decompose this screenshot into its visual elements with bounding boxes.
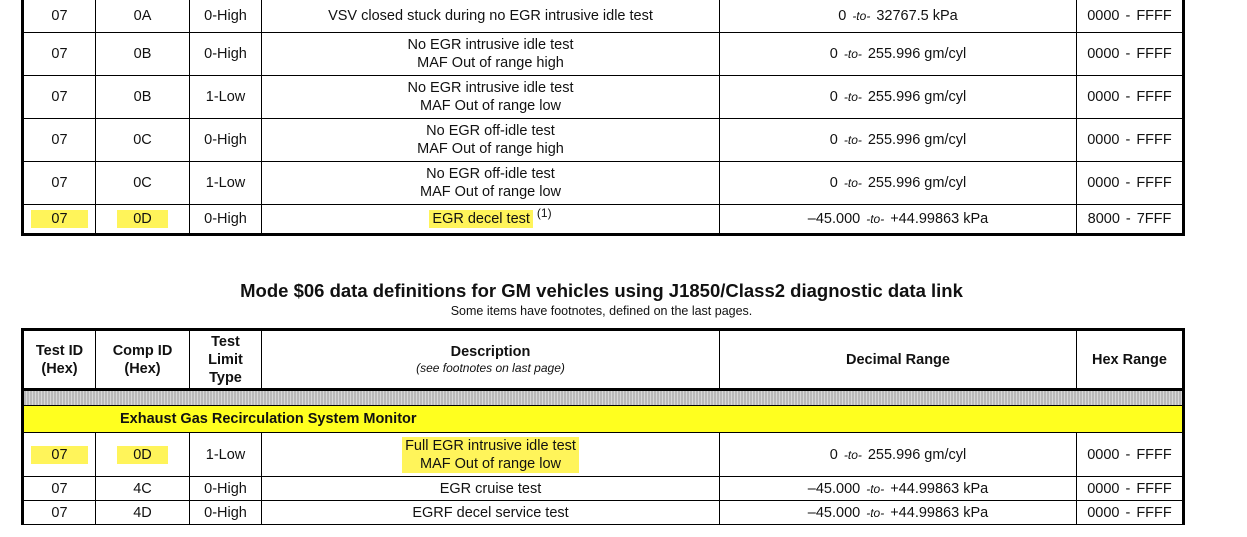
test-id-cell bbox=[23, 501, 96, 525]
range-low: 0 bbox=[829, 132, 838, 148]
header-test-id-line1: Test ID bbox=[35, 342, 84, 359]
range-to: -to- bbox=[866, 481, 885, 496]
table-row bbox=[23, 76, 1184, 119]
hex-high: 7FFF bbox=[1136, 211, 1172, 227]
comp-id-cell bbox=[96, 477, 190, 501]
description-text bbox=[407, 80, 573, 114]
description-line: MAF Out of range high bbox=[417, 55, 564, 71]
range-to: -to- bbox=[843, 447, 862, 462]
table-row bbox=[23, 119, 1184, 162]
comp-id-text: 0D bbox=[117, 446, 168, 464]
description-line: MAF Out of range low bbox=[419, 184, 562, 200]
hex-dash: - bbox=[1125, 7, 1131, 24]
page-subtitle: Some items have footnotes, defined on the last pages. bbox=[450, 304, 753, 318]
limit-type-text: 0-High bbox=[204, 132, 247, 148]
limit-type-text: 0-High bbox=[204, 211, 247, 227]
description-line: EGRF decel service test bbox=[412, 504, 569, 521]
test-id-text: 07 bbox=[51, 175, 68, 191]
comp-id-text: 4C bbox=[133, 480, 152, 497]
limit-type-cell bbox=[190, 501, 262, 525]
test-id-text: 07 bbox=[51, 89, 68, 105]
top-table-body bbox=[23, 0, 1184, 235]
hex-low: 0000 bbox=[1087, 504, 1120, 521]
limit-type-text: 0-High bbox=[204, 480, 247, 497]
test-id-cell bbox=[23, 76, 96, 119]
limit-type-text: 1-Low bbox=[205, 446, 246, 463]
hex-low: 0000 bbox=[1087, 89, 1120, 105]
comp-id-text: 0C bbox=[133, 175, 152, 191]
limit-type-cell bbox=[190, 119, 262, 162]
range-low: 0 bbox=[829, 89, 838, 105]
range-high: +44.99863 kPa bbox=[890, 504, 989, 521]
header-hex-range: Hex Range bbox=[1077, 330, 1184, 390]
range-low: 0 bbox=[829, 175, 838, 191]
header-decimal-range: Decimal Range bbox=[720, 330, 1077, 390]
shaded-separator bbox=[23, 390, 1184, 406]
header-test-id bbox=[23, 330, 96, 390]
header-limit-line1: Test bbox=[211, 333, 240, 350]
top-table bbox=[21, 0, 1185, 236]
hex-low: 0000 bbox=[1087, 7, 1120, 24]
description-cell bbox=[262, 501, 720, 525]
range-high: +44.99863 kPa bbox=[890, 480, 989, 497]
hex-high: FFFF bbox=[1136, 132, 1172, 148]
range-high: 255.996 gm/cyl bbox=[867, 446, 967, 463]
hex-low: 0000 bbox=[1087, 132, 1120, 148]
header-row bbox=[23, 330, 1184, 390]
range-high: 255.996 gm/cyl bbox=[867, 46, 967, 62]
description-line: EGR decel test bbox=[432, 211, 530, 227]
range-high: +44.99863 kPa bbox=[890, 211, 989, 227]
comp-id-cell bbox=[96, 0, 190, 33]
description-cell bbox=[262, 119, 720, 162]
test-id-cell bbox=[23, 119, 96, 162]
comp-id-cell bbox=[96, 205, 190, 235]
hex-dash: - bbox=[1125, 211, 1131, 227]
hex-dash: - bbox=[1125, 504, 1131, 521]
range-low: 0 bbox=[838, 7, 847, 24]
hex-low: 0000 bbox=[1087, 46, 1120, 62]
range-high: 32767.5 kPa bbox=[876, 7, 958, 24]
test-id-text: 07 bbox=[51, 46, 68, 62]
range-low: –45.000 bbox=[807, 480, 861, 497]
table-row bbox=[23, 162, 1184, 205]
description-text bbox=[402, 437, 579, 473]
decimal-range-cell bbox=[720, 477, 1077, 501]
test-id-text: 07 bbox=[51, 504, 68, 521]
hex-dash: - bbox=[1125, 175, 1131, 191]
comp-id-cell bbox=[96, 119, 190, 162]
decimal-range-cell bbox=[720, 76, 1077, 119]
test-id-text: 07 bbox=[31, 210, 87, 228]
description-cell bbox=[262, 205, 720, 235]
range-low: 0 bbox=[829, 46, 838, 62]
description-text bbox=[420, 166, 561, 200]
hex-high: FFFF bbox=[1136, 480, 1172, 497]
hex-range-cell bbox=[1077, 0, 1184, 33]
description-text bbox=[440, 481, 542, 497]
test-id-cell bbox=[23, 33, 96, 76]
hex-low: 0000 bbox=[1087, 480, 1120, 497]
comp-id-text: 0B bbox=[133, 46, 152, 62]
range-to: -to- bbox=[866, 505, 885, 520]
limit-type-cell bbox=[190, 0, 262, 33]
range-to: -to- bbox=[843, 176, 862, 190]
range-to: -to- bbox=[866, 212, 885, 226]
header-comp-id bbox=[96, 330, 190, 390]
footnote-ref: (1) bbox=[536, 206, 552, 221]
decimal-range-cell bbox=[720, 501, 1077, 525]
comp-id-cell bbox=[96, 501, 190, 525]
header-test-id-line2: (Hex) bbox=[41, 360, 78, 377]
description-cell bbox=[262, 477, 720, 501]
table-row bbox=[23, 0, 1184, 33]
test-id-cell bbox=[23, 433, 96, 477]
header-limit-type bbox=[190, 330, 262, 390]
hex-range-cell bbox=[1077, 162, 1184, 205]
test-id-cell bbox=[23, 477, 96, 501]
section-title: Exhaust Gas Recirculation System Monitor bbox=[23, 406, 1184, 433]
description-line: MAF Out of range low bbox=[419, 455, 562, 472]
description-text bbox=[328, 8, 653, 24]
range-to: -to- bbox=[843, 90, 862, 104]
range-high: 255.996 gm/cyl bbox=[867, 175, 967, 191]
description-cell bbox=[262, 76, 720, 119]
header-description bbox=[262, 330, 720, 390]
range-high: 255.996 gm/cyl bbox=[867, 89, 967, 105]
header-comp-id-line2: (Hex) bbox=[124, 360, 161, 377]
comp-id-text: 0A bbox=[133, 7, 152, 24]
description-line: No EGR off-idle test bbox=[426, 166, 555, 182]
comp-id-text: 0B bbox=[133, 89, 152, 105]
range-to: -to- bbox=[843, 133, 862, 147]
range-low: –45.000 bbox=[807, 504, 861, 521]
limit-type-text: 1-Low bbox=[205, 89, 246, 105]
hex-range-cell bbox=[1077, 119, 1184, 162]
table-row bbox=[23, 501, 1184, 525]
hex-range-cell bbox=[1077, 76, 1184, 119]
hex-dash: - bbox=[1125, 446, 1131, 463]
hex-high: FFFF bbox=[1136, 89, 1172, 105]
limit-type-cell bbox=[190, 205, 262, 235]
comp-id-text: 0C bbox=[133, 132, 152, 148]
hex-low: 8000 bbox=[1087, 211, 1120, 227]
hex-range-cell bbox=[1077, 501, 1184, 525]
section-row bbox=[23, 406, 1184, 433]
description-cell bbox=[262, 0, 720, 33]
limit-type-cell bbox=[190, 162, 262, 205]
range-low: 0 bbox=[829, 446, 838, 463]
comp-id-cell bbox=[96, 433, 190, 477]
limit-type-text: 0-High bbox=[204, 7, 247, 24]
hex-low: 0000 bbox=[1087, 175, 1120, 191]
hex-range-cell bbox=[1077, 33, 1184, 76]
hex-high: FFFF bbox=[1136, 7, 1172, 24]
description-cell bbox=[262, 162, 720, 205]
hex-dash: - bbox=[1125, 132, 1131, 148]
test-id-cell bbox=[23, 205, 96, 235]
hex-high: FFFF bbox=[1136, 175, 1172, 191]
description-line: MAF Out of range high bbox=[417, 141, 564, 157]
bottom-table-body bbox=[23, 390, 1184, 525]
hex-range-cell bbox=[1077, 433, 1184, 477]
description-text bbox=[417, 123, 564, 157]
range-high: 255.996 gm/cyl bbox=[867, 132, 967, 148]
table-row bbox=[23, 433, 1184, 477]
comp-id-text: 4D bbox=[133, 504, 152, 521]
test-id-text: 07 bbox=[51, 480, 68, 497]
description-line: VSV closed stuck during no EGR intrusive idle test bbox=[328, 7, 653, 24]
test-id-text: 07 bbox=[51, 132, 68, 148]
range-to: -to- bbox=[852, 8, 871, 23]
range-to: -to- bbox=[843, 47, 862, 61]
limit-type-cell bbox=[190, 433, 262, 477]
description-cell bbox=[262, 33, 720, 76]
shaded-separator-row bbox=[23, 390, 1184, 406]
table-row bbox=[23, 205, 1184, 235]
hex-high: FFFF bbox=[1136, 46, 1172, 62]
description-text bbox=[412, 505, 568, 521]
decimal-range-cell bbox=[720, 0, 1077, 33]
decimal-range-cell bbox=[720, 162, 1077, 205]
comp-id-text: 0D bbox=[117, 210, 168, 228]
description-line: EGR cruise test bbox=[439, 480, 542, 497]
table-row bbox=[23, 33, 1184, 76]
decimal-range-cell bbox=[720, 33, 1077, 76]
test-id-cell bbox=[23, 162, 96, 205]
header-description-note: (see footnotes on last page) bbox=[416, 361, 565, 375]
limit-type-text: 1-Low bbox=[205, 175, 246, 191]
page-title: Mode $06 data definitions for GM vehicles using J1850/Class2 diagnostic data link bbox=[240, 280, 963, 301]
decimal-range-cell bbox=[720, 433, 1077, 477]
header-description-label: Description bbox=[450, 344, 531, 360]
test-id-text: 07 bbox=[51, 7, 68, 24]
bottom-table bbox=[21, 328, 1185, 525]
hex-dash: - bbox=[1125, 480, 1131, 497]
decimal-range-cell bbox=[720, 119, 1077, 162]
limit-type-cell bbox=[190, 477, 262, 501]
hex-dash: - bbox=[1125, 46, 1131, 62]
description-line: No EGR intrusive idle test bbox=[407, 80, 574, 96]
description-line: Full EGR intrusive idle test bbox=[405, 437, 576, 454]
hex-range-cell bbox=[1077, 477, 1184, 501]
comp-id-cell bbox=[96, 76, 190, 119]
hex-low: 0000 bbox=[1087, 446, 1120, 463]
description-line: No EGR off-idle test bbox=[426, 123, 555, 139]
decimal-range-cell bbox=[720, 205, 1077, 235]
description-cell bbox=[262, 433, 720, 477]
hex-high: FFFF bbox=[1136, 446, 1172, 463]
range-low: –45.000 bbox=[807, 211, 861, 227]
comp-id-cell bbox=[96, 162, 190, 205]
header-comp-id-line1: Comp ID bbox=[112, 342, 173, 359]
description-line: No EGR intrusive idle test bbox=[407, 37, 574, 53]
limit-type-text: 0-High bbox=[204, 46, 247, 62]
limit-type-text: 0-High bbox=[204, 504, 247, 521]
test-id-text: 07 bbox=[31, 446, 87, 464]
description-text bbox=[407, 37, 573, 71]
header-limit-line2: Limit bbox=[208, 351, 243, 368]
description-line: MAF Out of range low bbox=[419, 98, 562, 114]
limit-type-cell bbox=[190, 76, 262, 119]
description-text bbox=[429, 210, 533, 228]
test-id-cell bbox=[23, 0, 96, 33]
table-row bbox=[23, 477, 1184, 501]
limit-type-cell bbox=[190, 33, 262, 76]
comp-id-cell bbox=[96, 33, 190, 76]
hex-range-cell bbox=[1077, 205, 1184, 235]
hex-high: FFFF bbox=[1136, 504, 1172, 521]
header-limit-line3: Type bbox=[209, 369, 242, 386]
hex-dash: - bbox=[1125, 89, 1131, 105]
